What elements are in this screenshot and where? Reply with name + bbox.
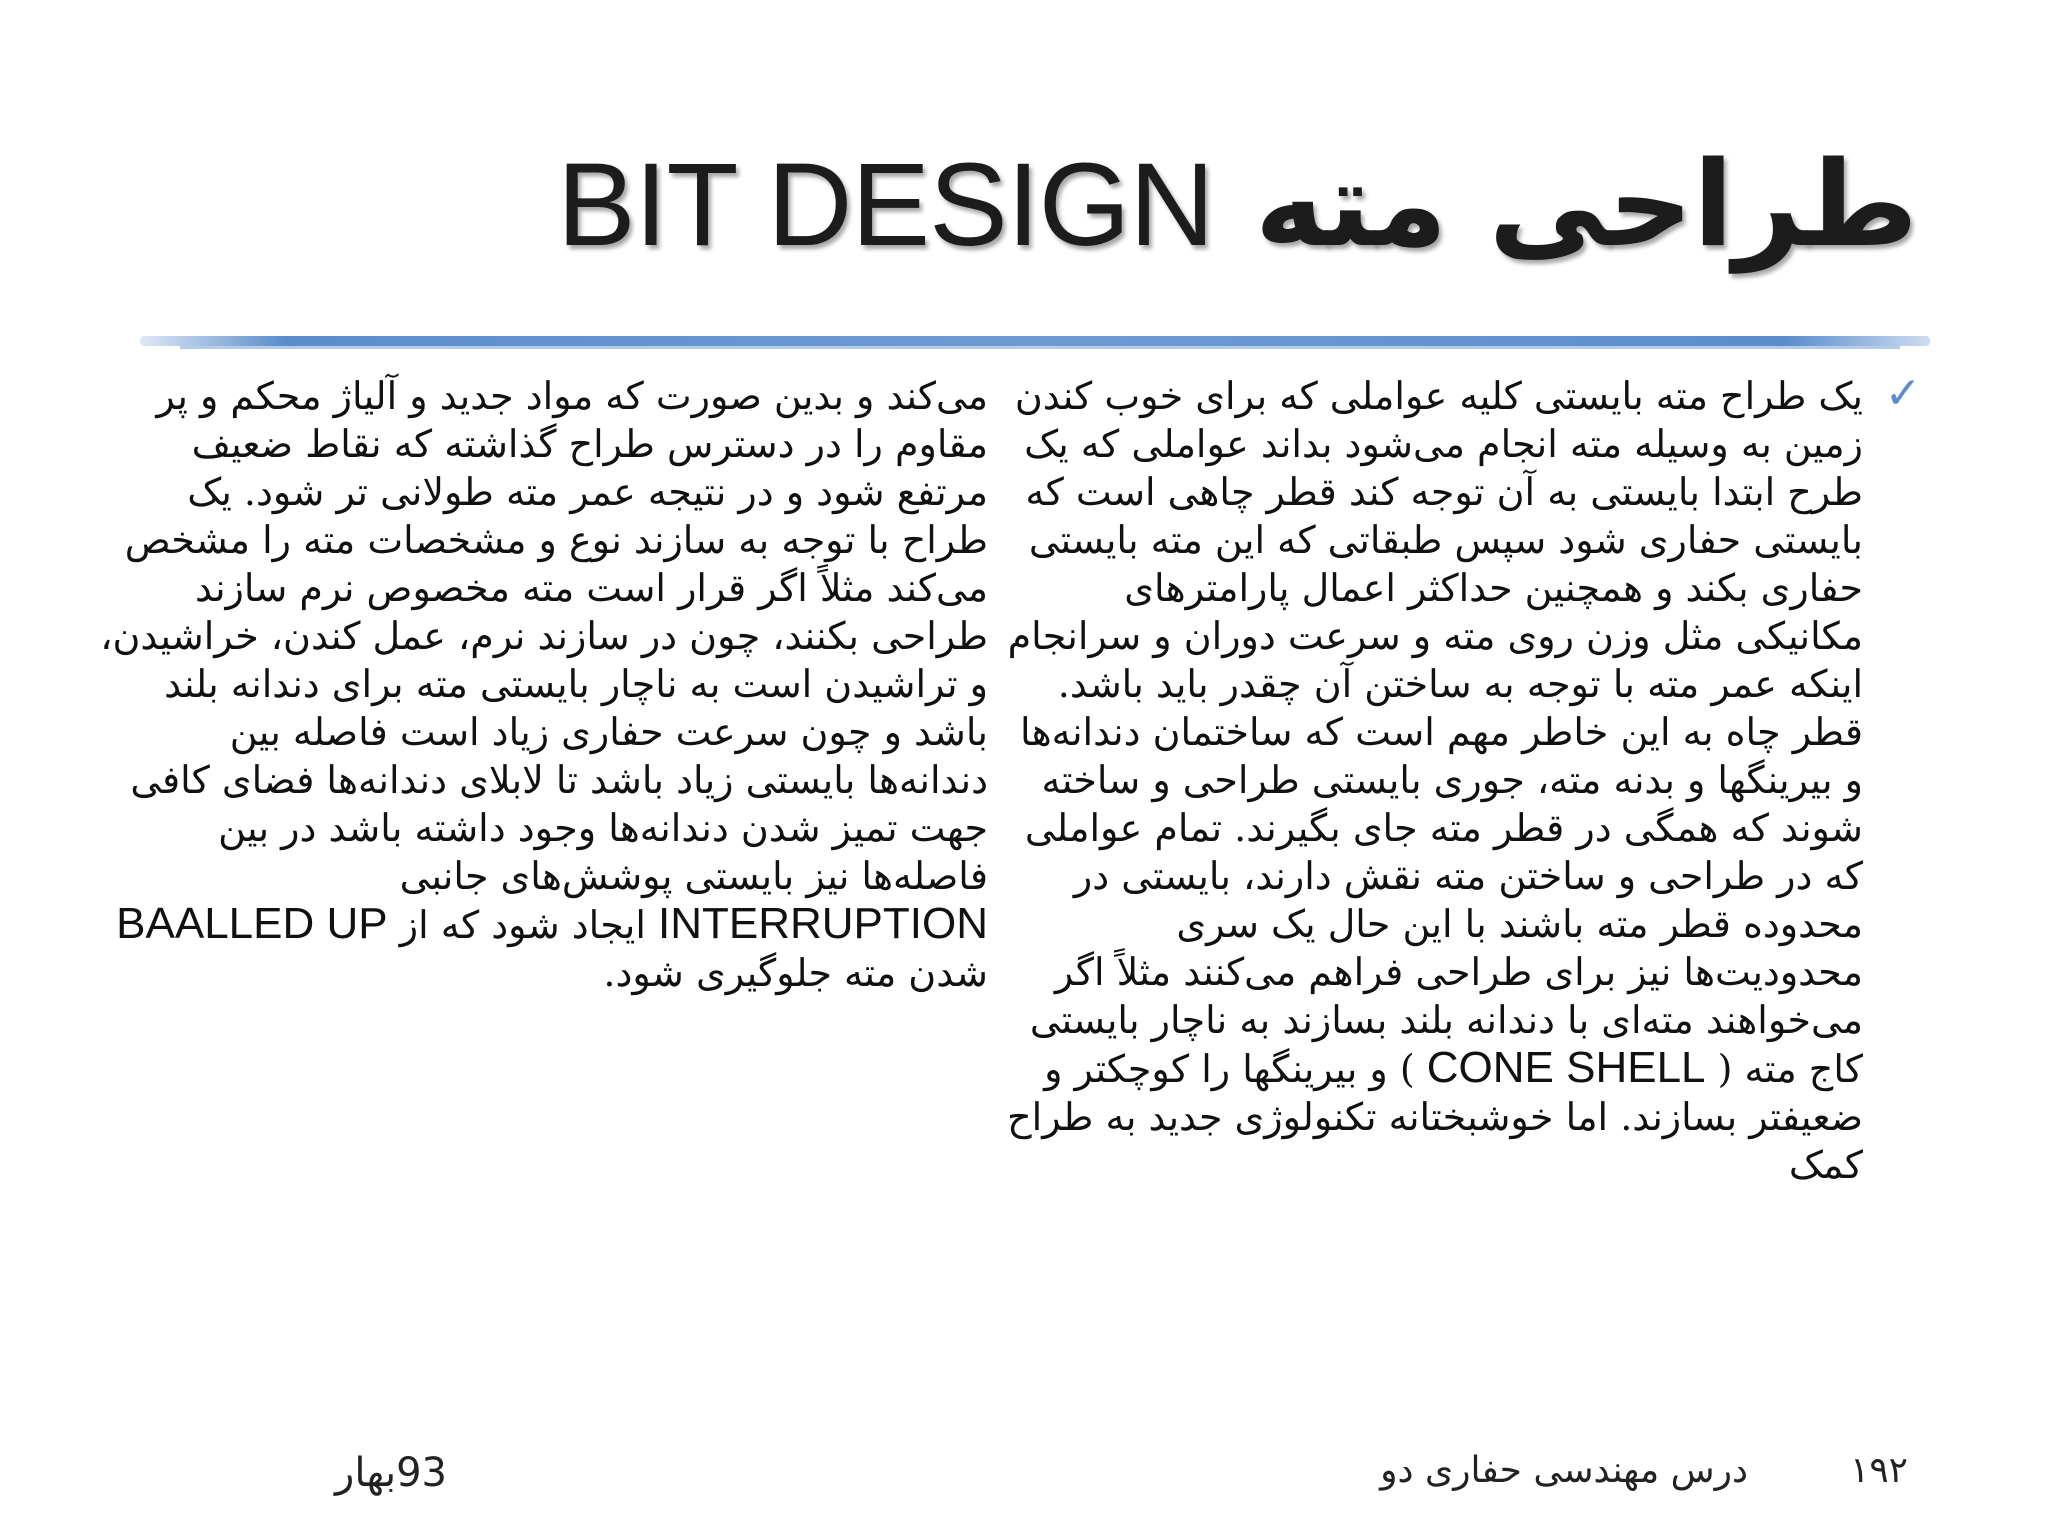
right-text-column — [993, 372, 1863, 1189]
title-divider-shadow — [180, 346, 1900, 349]
title-persian: طراحی مته — [1254, 135, 1918, 273]
slide-title — [518, 135, 1918, 273]
slide-number: ۱۹۲ — [1849, 1450, 1908, 1491]
text-segment: ایجاد شود که از — [399, 903, 646, 947]
checkmark-icon: ✓ — [1884, 368, 1922, 419]
text-segment: ) و بیرینگها را کوچکتر و ضعیفتر بسازند. اما خوشبختانه تکنولوژی جدید به طراح کمک — [1007, 1047, 1863, 1187]
title-divider — [140, 336, 1930, 346]
text-segment: شدن مته جلوگیری شود. — [603, 951, 988, 995]
paragraph-hole-diameter — [993, 708, 1863, 1189]
title-english: BIT DESIGN — [556, 139, 1214, 271]
term-balled-up: BAALLED UP — [116, 899, 388, 948]
course-name: درس مهندسی حفاری دو — [1380, 1450, 1748, 1491]
paragraph-formation — [98, 372, 988, 997]
text-segment: قطر چاه به این خاطر مهم است که ساختمان دندانه‌ها و بیرینگها و بدنه مته، جوری بایستی طراحی و ساخته شوند که همگی در قطر مته جای بگیرند. تمام عواملی که در طراحی و ساختن مته نقش دارند، بایستی در محدوده قطر مته باشند با این حال یک سری محدودیت‌ها نیز برای طراحی فراهم می‌کنند مثلاً اگر می‌خواهند مته‌ای با دندانه بلند بسازند به ناچار بایستی کاج مته ( — [1019, 710, 1863, 1091]
season-label: 93بهار — [335, 1450, 447, 1496]
text-segment: می‌کند و بدین صورت که مواد جدید و آلیاژ محکم و پر مقاوم را در دسترس طراح گذاشته که نقاط ضعیف مرتفع شود و در نتیجه عمر مته طولانی تر شود. یک طراح با توجه به سازند نوع و مشخصات مته را مشخص می‌کند مثلاً اگر قرار است مته مخصوص نرم سازند طراحی بکنند، چون در سازند نرم، عمل کندن، خراشیدن، و تراشیدن است به ناچار بایستی مته برای دندانه بلند باشد و چون سرعت حفاری زیاد است فاصله بین دندانه‌ها بایستی زیاد باشد تا لابلای دندانه‌ها فضای کافی جهت تمیز شدن دندانه‌ها وجود داشته باشد در بین فاصله‌ها نیز بایستی پوشش‌های جانبی — [100, 374, 988, 898]
term-interruption: INTERRUPTION — [658, 899, 988, 948]
left-text-column — [98, 372, 988, 997]
term-cone-shell: CONE SHELL — [1426, 1043, 1706, 1092]
paragraph-bit-designer: یک طراح مته بایستی کلیه عواملی که برای خوب کندن زمین به وسیله مته انجام می‌شود بداند عواملی که یک طرح ابتدا بایستی به آن توجه کند قطر چاهی است که بایستی حفاری شود سپس طبقاتی که این مته بایستی حفاری بکند و همچنین حداکثر اعمال پارامترهای مکانیکی مثل وزن روی مته و سرعت دوران و سرانجام اینکه عمر مته با توجه به ساختن آن چقدر باید باشد. — [1007, 374, 1863, 706]
